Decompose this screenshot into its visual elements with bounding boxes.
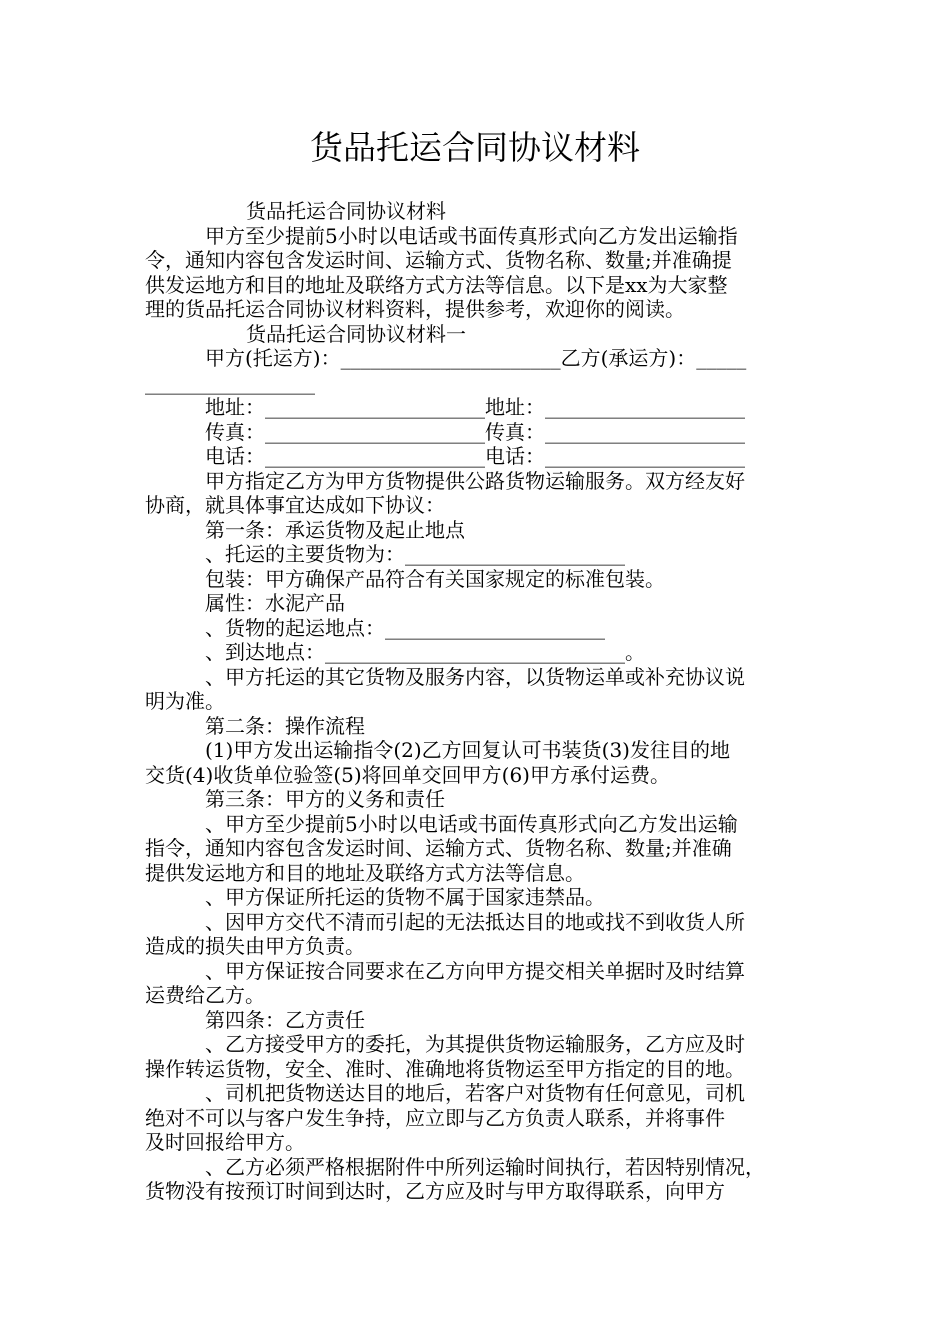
text-line: 明为准。 bbox=[145, 689, 225, 713]
text-line: (1)甲方发出运输指令(2)乙方回复认可书装货(3)发往目的地 bbox=[205, 738, 730, 762]
text-line: 货品托运合同协议材料 bbox=[246, 199, 446, 223]
text-line: 属性：水泥产品 bbox=[205, 591, 345, 615]
text-line: 、货物的起运地点：______________________ bbox=[205, 615, 605, 640]
text-line: _________________ bbox=[145, 370, 315, 395]
text-line: 第一条：承运货物及起止地点 bbox=[205, 517, 465, 542]
text-line: 、因甲方交代不清而引起的无法抵达目的地或找不到收货人所 bbox=[205, 909, 745, 934]
text-line: 运费给乙方。 bbox=[145, 983, 265, 1007]
text-line: 第三条：甲方的义务和责任 bbox=[205, 787, 445, 811]
text-line: 、乙方接受甲方的委托，为其提供货物运输服务，乙方应及时 bbox=[205, 1032, 745, 1056]
text-line: 包装：甲方确保产品符合有关国家规定的标准包装。 bbox=[205, 566, 665, 591]
text-line: 供发运地方和目的地址及联络方式方法等信息。以下是xx为大家整 bbox=[145, 272, 728, 297]
text-line: 甲方指定乙方为甲方货物提供公路货物运输服务。双方经友好 bbox=[205, 468, 745, 493]
text-line: 协商，就具体事宜达成如下协议： bbox=[145, 493, 445, 517]
text-line: 指令，通知内容包含发运时间、运输方式、货物名称、数量;并准确 bbox=[145, 836, 732, 860]
text-line: 甲方(托运方)：______________________乙方(承运方)：_____ bbox=[205, 346, 747, 370]
text-line: 甲方至少提前5小时以电话或书面传真形式向乙方发出运输指 bbox=[205, 223, 738, 248]
text-line: 造成的损失由甲方负责。 bbox=[145, 934, 365, 958]
text-line: 第二条：操作流程 bbox=[205, 713, 365, 738]
text-line: 、甲方至少提前5小时以电话或书面传真形式向乙方发出运输 bbox=[205, 811, 738, 836]
text-line: 提供发运地方和目的地址及联络方式方法等信息。 bbox=[145, 860, 585, 885]
text-line: 、司机把货物送达目的地后，若客户对货物有任何意见，司机 bbox=[205, 1081, 745, 1105]
text-line: 传真：______________________传真：____________________ bbox=[205, 419, 745, 444]
text-line: 理的货品托运合同协议材料资料，提供参考，欢迎你的阅读。 bbox=[145, 297, 685, 321]
document-title: 货品托运合同协议材料 bbox=[310, 128, 640, 167]
text-line: 、甲方保证所托运的货物不属于国家违禁品。 bbox=[205, 885, 605, 909]
text-line: 、到达地点：______________________________。 bbox=[205, 640, 645, 664]
text-line: 绝对不可以与客户发生争持，应立即与乙方负责人联系，并将事件 bbox=[145, 1105, 725, 1130]
text-line: 及时回报给甲方。 bbox=[145, 1130, 305, 1154]
text-line: 、甲方托运的其它货物及服务内容，以货物运单或补充协议说 bbox=[205, 664, 745, 689]
text-line: 地址：______________________地址：____________________ bbox=[205, 395, 745, 419]
text-line: 、托运的主要货物为：______________________ bbox=[205, 542, 625, 566]
text-line: 电话：______________________电话：____________________ bbox=[205, 444, 745, 468]
text-line: 交货(4)收货单位验签(5)将回单交回甲方(6)甲方承付运费。 bbox=[145, 762, 670, 787]
text-line: 操作转运货物，安全、准时、准确地将货物运至甲方指定的目的地。 bbox=[145, 1056, 745, 1081]
text-line: 货品托运合同协议材料一 bbox=[246, 321, 466, 346]
text-line: 货物没有按预订时间到达时，乙方应及时与甲方取得联系，向甲方 bbox=[145, 1179, 725, 1203]
document-body bbox=[145, 199, 807, 1204]
text-line: 令，通知内容包含发运时间、运输方式、货物名称、数量;并准确提 bbox=[145, 248, 732, 272]
text-line: 、乙方必须严格根据附件中所列运输时间执行，若因特别情况， bbox=[205, 1154, 765, 1179]
text-line: 、甲方保证按合同要求在乙方向甲方提交相关单据时及时结算 bbox=[205, 958, 745, 983]
text-line: 第四条：乙方责任 bbox=[205, 1007, 365, 1032]
